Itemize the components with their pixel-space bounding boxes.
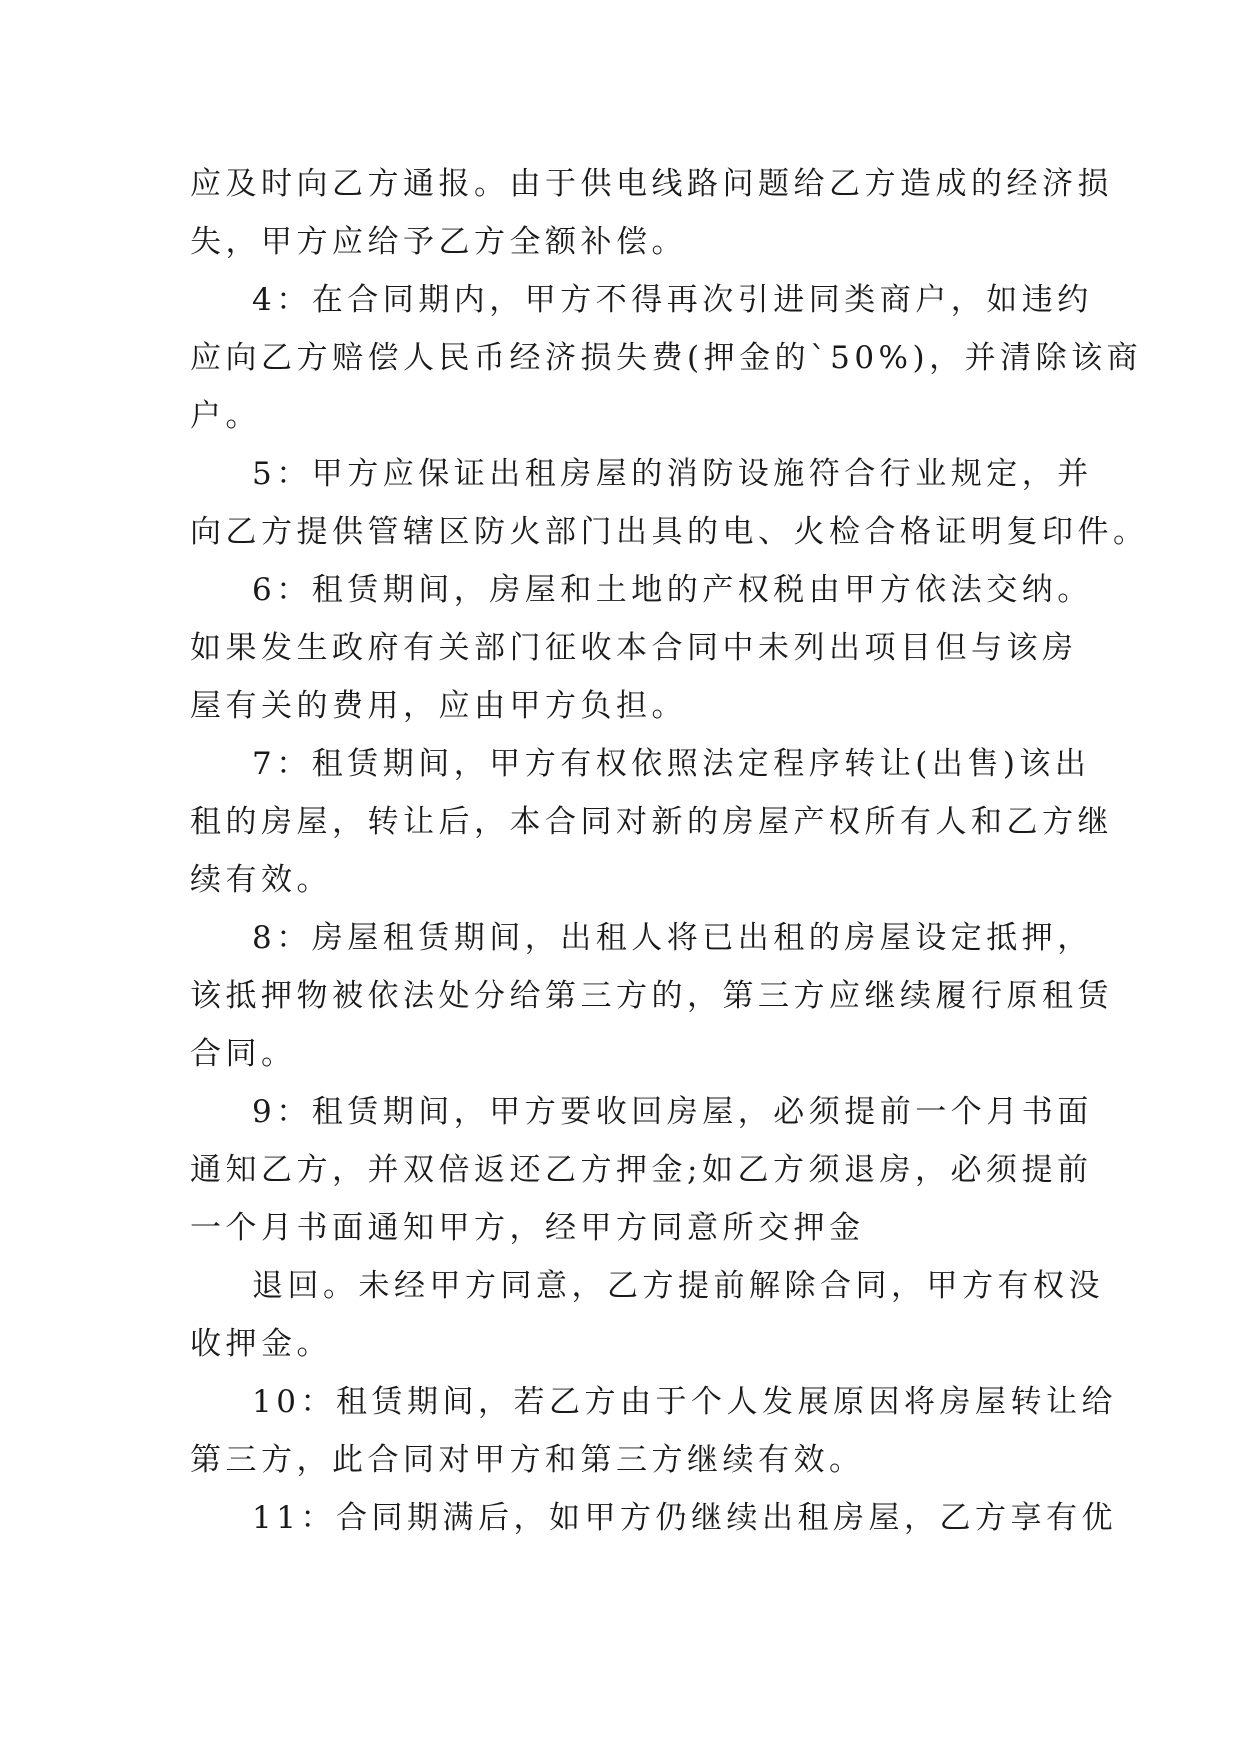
clause-7-start: 7：租赁期间，甲方有权依照法定程序转让(出售)该出 bbox=[252, 746, 1091, 782]
clause-10-start: 10：租赁期间，若乙方由于个人发展原因将房屋转让给 bbox=[252, 1384, 1117, 1420]
text-line: 一个月书面通知甲方，经甲方同意所交押金 bbox=[190, 1210, 865, 1246]
text-line: 收押金。 bbox=[190, 1326, 332, 1362]
clause-8-start: 8：房屋租赁期间，出租人将已出租的房屋设定抵押， bbox=[252, 920, 1093, 956]
text-line: 户。 bbox=[190, 398, 261, 434]
text-line: 屋有关的费用，应由甲方负担。 bbox=[190, 688, 687, 724]
clause-6-start: 6：租赁期间，房屋和土地的产权税由甲方依法交纳。 bbox=[252, 572, 1093, 608]
text-line: 第三方，此合同对甲方和第三方继续有效。 bbox=[190, 1442, 865, 1478]
text-line: 合同。 bbox=[190, 1036, 297, 1072]
clause-9-start: 9：租赁期间，甲方要收回房屋，必须提前一个月书面 bbox=[252, 1094, 1093, 1130]
text-line: 通知乙方，并双倍返还乙方押金;如乙方须退房，必须提前 bbox=[190, 1152, 1093, 1188]
document-body bbox=[190, 155, 1149, 1547]
text-line: 应及时向乙方通报。由于供电线路问题给乙方造成的经济损 bbox=[190, 166, 1113, 202]
clause-5-start: 5：甲方应保证出租房屋的消防设施符合行业规定，并 bbox=[252, 456, 1093, 492]
clause-4-start: 4：在合同期内，甲方不得再次引进同类商户，如违约 bbox=[252, 282, 1093, 318]
text-line: 向乙方提供管辖区防火部门出具的电、火检合格证明复印件。 bbox=[190, 514, 1149, 550]
text-line: 失，甲方应给予乙方全额补偿。 bbox=[190, 224, 687, 260]
text-line: 该抵押物被依法处分给第三方的，第三方应继续履行原租赁 bbox=[190, 978, 1113, 1014]
text-line-indented: 退回。未经甲方同意，乙方提前解除合同，甲方有权没 bbox=[252, 1268, 1104, 1304]
text-line: 应向乙方赔偿人民币经济损失费(押金的`50%)，并清除该商 bbox=[190, 340, 1143, 376]
clause-11-start: 11：合同期满后，如甲方仍继续出租房屋，乙方享有优 bbox=[252, 1500, 1117, 1536]
text-line: 租的房屋，转让后，本合同对新的房屋产权所有人和乙方继 bbox=[190, 804, 1113, 840]
text-line: 续有效。 bbox=[190, 862, 332, 898]
text-line: 如果发生政府有关部门征收本合同中未列出项目但与该房 bbox=[190, 630, 1078, 666]
